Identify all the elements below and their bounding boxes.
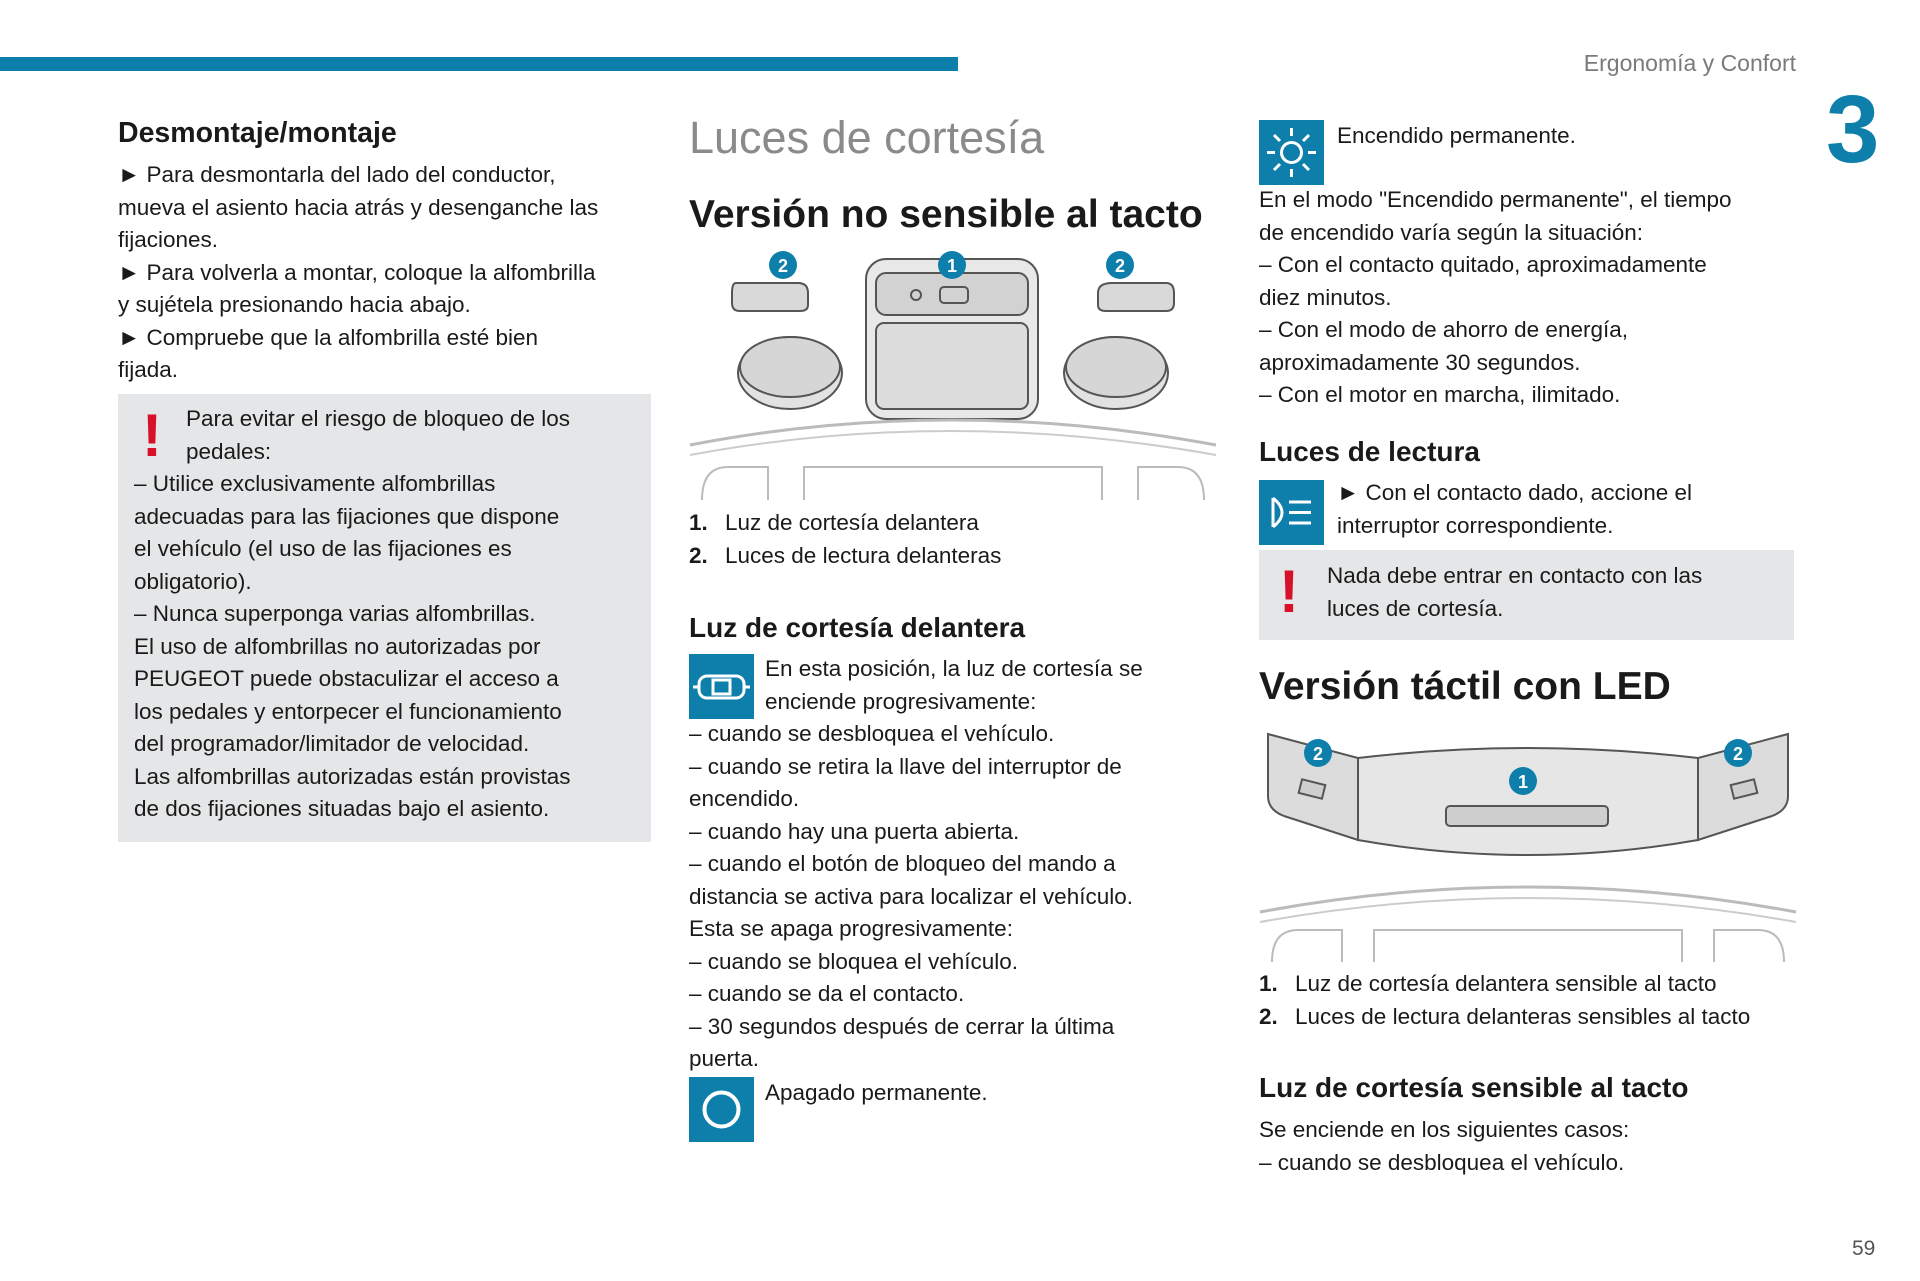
middle-lines <box>689 718 1189 1076</box>
left-paragraphs <box>118 159 648 387</box>
text-line: – Con el contacto quitado, aproximadamente <box>1259 252 1707 277</box>
text-line: Las alfombrillas autorizadas están provistas <box>134 763 571 789</box>
text-line: – cuando el botón de bloqueo del mando a <box>689 851 1116 876</box>
door-light-icon <box>689 654 754 719</box>
chapter-number: 3 <box>1826 76 1880 183</box>
reading-light-icon <box>1259 480 1324 545</box>
touch-lines <box>1259 1114 1629 1179</box>
legend-item <box>1259 1001 1750 1034</box>
off-text: Apagado permanente. <box>765 1080 988 1105</box>
legend-num: 1. <box>1259 971 1278 996</box>
text-line: – Con el modo de ahorro de energía, <box>1259 317 1628 342</box>
text-line: PEUGEOT puede obstaculizar el acceso a <box>134 666 559 691</box>
led-light-diagram <box>1258 720 1798 965</box>
text-line: ► Para desmontarla del lado del conductor, <box>118 162 556 187</box>
heading-desmontaje: Desmontaje/montaje <box>118 117 397 149</box>
text-line: encendido. <box>689 786 800 811</box>
off-circle-icon <box>689 1077 754 1142</box>
heading-reading-lights: Luces de lectura <box>1259 436 1480 467</box>
text-line: – cuando se desbloquea el vehículo. <box>689 721 1055 746</box>
text-line: los pedales y entorpecer el funcionamiento <box>134 698 562 724</box>
text-line: – cuando se da el contacto. <box>689 981 965 1006</box>
text-line: mueva el asiento hacia atrás y desenganche las <box>118 194 599 220</box>
callout-label: 2 <box>1312 744 1324 764</box>
text-line: – Utilice exclusivamente alfombrillas <box>134 471 496 496</box>
text-line: Se enciende en los siguientes casos: <box>1259 1117 1630 1142</box>
text-line: de dos fijaciones situadas bajo el asiento. <box>134 796 550 821</box>
text-line: puerta. <box>689 1046 760 1071</box>
callout-label: 1 <box>1517 772 1529 792</box>
middle-legend <box>689 507 1001 572</box>
text-line: del programador/limitador de velocidad. <box>134 731 530 756</box>
legend-item <box>689 507 1001 540</box>
door-icon-text <box>765 653 1143 718</box>
legend-text: Luces de lectura delanteras sensibles al tacto <box>1295 1003 1751 1029</box>
text-line: de encendido varía según la situación: <box>1259 219 1644 245</box>
text-line: luces de cortesía. <box>1327 595 1504 621</box>
text-line: En esta posición, la luz de cortesía se <box>765 656 1143 681</box>
text-line: ► Compruebe que la alfombrilla esté bien <box>118 324 538 350</box>
text-line: adecuadas para las fijaciones que dispone <box>134 503 560 529</box>
legend-text: Luces de lectura delanteras <box>725 542 1002 568</box>
on-text: Encendido permanente. <box>1337 123 1576 148</box>
warning-box-pedals <box>118 394 651 842</box>
warning-lines <box>134 468 644 826</box>
callout-label: 2 <box>777 256 789 276</box>
legend-item <box>1259 968 1750 1001</box>
text-line: enciende progresivamente: <box>765 688 1037 714</box>
legend-num: 2. <box>1259 1003 1278 1029</box>
text-line: – cuando se bloquea el vehículo. <box>689 948 1018 974</box>
text-line: – cuando hay una puerta abierta. <box>689 818 1020 844</box>
text-line: Esta se apaga progresivamente: <box>689 916 1013 941</box>
heading-touch-courtesy-light: Luz de cortesía sensible al tacto <box>1259 1072 1689 1103</box>
legend-num: 2. <box>689 542 708 568</box>
text-line: – Con el motor en marcha, ilimitado. <box>1259 382 1621 407</box>
callout-label: 1 <box>946 256 958 276</box>
text-line: pedales: <box>186 438 272 464</box>
page-title: Luces de cortesía <box>689 112 1045 163</box>
reading-warning <box>1327 560 1702 625</box>
text-line: ► Para volverla a montar, coloque la alfombrilla <box>118 259 596 285</box>
text-line: interruptor correspondiente. <box>1337 512 1614 538</box>
text-line: diez minutos. <box>1259 284 1392 310</box>
text-line: – 30 segundos después de cerrar la última <box>689 1013 1115 1039</box>
text-line: distancia se activa para localizar el vehículo. <box>689 883 1133 909</box>
text-line: Nada debe entrar en contacto con las <box>1327 563 1703 588</box>
page-number: 59 <box>1852 1237 1876 1260</box>
text-line: el vehículo (el uso de las fijaciones es <box>134 536 512 561</box>
courtesy-light-diagram <box>688 245 1218 505</box>
text-line: En el modo "Encendido permanente", el tiempo <box>1259 187 1732 212</box>
on-lines <box>1259 184 1789 412</box>
callout-label: 2 <box>1732 744 1744 764</box>
legend-text: Luz de cortesía delantera sensible al tacto <box>1295 971 1717 996</box>
legend-text: Luz de cortesía delantera <box>725 510 979 535</box>
warning-exclamation-icon: ! <box>142 402 162 469</box>
heading-led-version: Versión táctil con LED <box>1259 665 1671 708</box>
text-line: y sujétela presionando hacia abajo. <box>118 292 471 317</box>
reading-text <box>1337 477 1692 542</box>
callout-label: 2 <box>1114 256 1126 276</box>
text-line: fijaciones. <box>118 227 219 252</box>
section-title: Ergonomía y Confort <box>1583 50 1796 76</box>
text-line: El uso de alfombrillas no autorizadas por <box>134 633 541 659</box>
text-line: – cuando se retira la llave del interruptor de <box>689 753 1122 779</box>
legend-item <box>689 540 1001 573</box>
header-accent-bar <box>0 57 958 71</box>
legend-num: 1. <box>689 510 708 535</box>
text-line: – cuando se desbloquea el vehículo. <box>1259 1149 1625 1175</box>
text-line: – Nunca superponga varias alfombrillas. <box>134 601 536 626</box>
warning-exclamation-icon: ! <box>1279 558 1299 625</box>
warning-intro <box>186 403 570 468</box>
warning-box-contact <box>1259 550 1794 640</box>
right-legend <box>1259 968 1750 1033</box>
text-line: ► Con el contacto dado, accione el <box>1337 480 1692 505</box>
text-line: obligatorio). <box>134 568 252 594</box>
heading-front-courtesy-light: Luz de cortesía delantera <box>689 612 1026 643</box>
text-line: aproximadamente 30 segundos. <box>1259 349 1581 375</box>
text-line: Para evitar el riesgo de bloqueo de los <box>186 406 570 431</box>
sun-light-icon <box>1259 120 1324 185</box>
text-line: fijada. <box>118 357 179 382</box>
heading-no-touch-version: Versión no sensible al tacto <box>689 193 1203 236</box>
